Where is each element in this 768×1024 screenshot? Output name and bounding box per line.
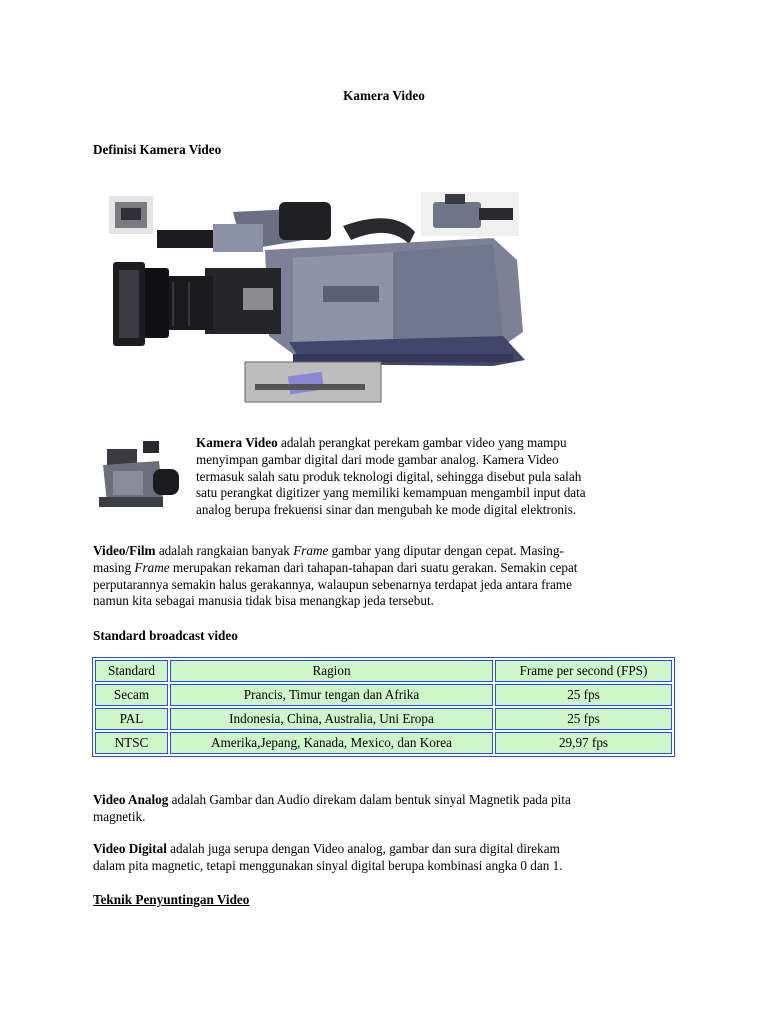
header-region: Ragion	[170, 660, 493, 682]
table-row	[95, 708, 672, 730]
cell-standard: PAL	[95, 708, 168, 730]
video-digital-term: Video Digital	[93, 841, 167, 856]
video-digital-paragraph: Video Digital adalah juga serupa dengan Video analog, gambar dan sura digital direkam dalam pita magnetic, tetapi menggunakan sinyal digital berupa kombinasi angka 0 dan 1.	[93, 841, 563, 873]
cell-standard: NTSC	[95, 732, 168, 754]
teknik-heading: Teknik Penyuntingan Video	[93, 892, 250, 907]
page-title: Kamera Video	[343, 88, 425, 103]
broadcast-heading: Standard broadcast video	[93, 628, 238, 643]
small-camera-image	[93, 435, 189, 517]
intro-paragraph: Kamera Video adalah perangkat perekam gambar video yang mampu menyimpan gambar digital dari mode gambar analog. Kamera Video termasuk salah satu produk teknologi digital, sehingga disebut pula salah satu perangkat digitizer yang memiliki kemampuan mengambil input data analog berupa frekuensi sinar dan mengubah ke mode digital elektronis.	[196, 435, 586, 518]
table-header-row	[95, 660, 672, 682]
cell-standard: Secam	[95, 684, 168, 706]
cell-region: Indonesia, China, Australia, Uni Eropa	[170, 708, 493, 730]
video-analog-paragraph: Video Analog adalah Gambar dan Audio direkam dalam bentuk sinyal Magnetik pada pita magnetik.	[93, 792, 571, 824]
intro-term: Kamera Video	[196, 435, 278, 450]
broadcast-camera-image	[93, 186, 553, 408]
video-film-term: Video/Film	[93, 543, 156, 558]
cell-fps: 25 fps	[495, 708, 672, 730]
definisi-heading: Definisi Kamera Video	[93, 142, 222, 157]
cell-region: Amerika,Jepang, Kanada, Mexico, dan Korea	[170, 732, 493, 754]
cell-fps: 25 fps	[495, 684, 672, 706]
table-row	[95, 732, 672, 754]
cell-fps: 29,97 fps	[495, 732, 672, 754]
camera-handle-inset-image	[109, 196, 153, 234]
header-fps: Frame per second (FPS)	[495, 660, 672, 682]
card-slot-inset-image	[245, 362, 381, 402]
video-film-paragraph: Video/Film adalah rangkaian banyak Frame gambar yang diputar dengan cepat. Masing- masing Frame merupakan rekaman dari tahapan-tahapan dari suatu gerakan. Semakin cepat perputarannya semakin halus gerakannya, walaupun sebenarnya terdapat jeda antara frame namun kita sebagai manusia tidak bisa menangkap jeda tersebut.	[93, 543, 578, 609]
cell-region: Prancis, Timur tengan dan Afrika	[170, 684, 493, 706]
video-analog-term: Video Analog	[93, 792, 169, 807]
camera-small-inset-image	[421, 192, 519, 236]
broadcast-standards-table	[92, 657, 675, 757]
header-standard: Standard	[95, 660, 168, 682]
table-row	[95, 684, 672, 706]
